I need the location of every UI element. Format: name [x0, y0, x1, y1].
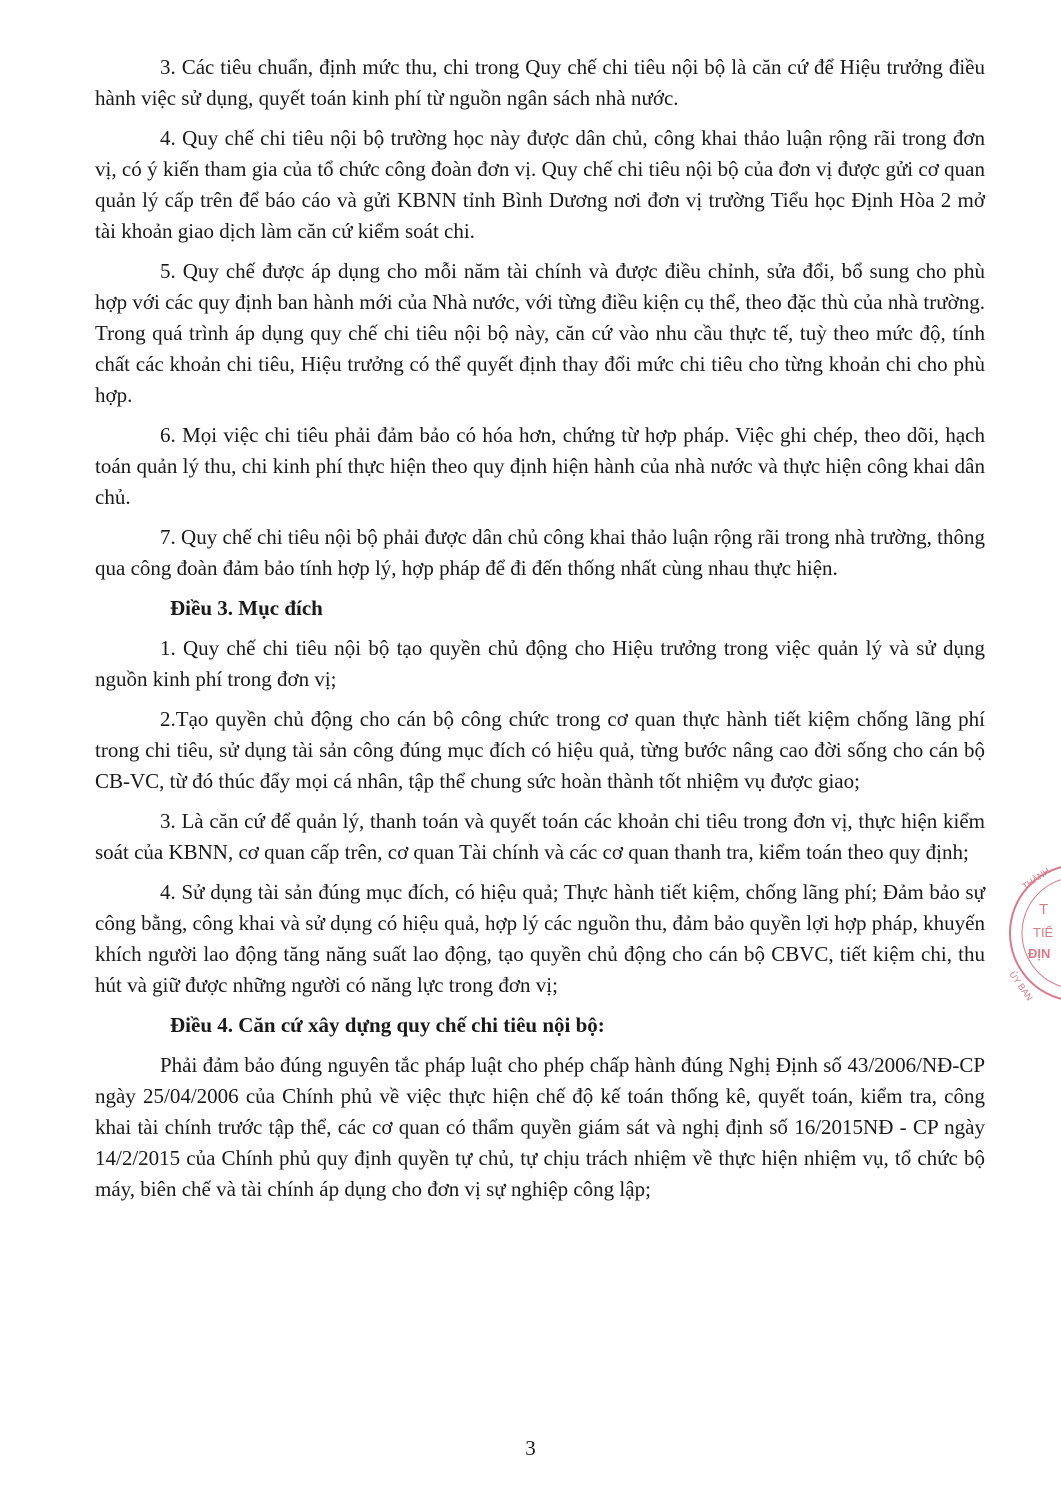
seal-fragment: THÀNH [1020, 865, 1052, 892]
clause-3-2: 2.Tạo quyền chủ động cho cán bộ công chức trong cơ quan thực hành tiết kiệm chống lãng phí trong chi tiêu, sử dụng tài sản công đúng mục đích có hiệu quả, từng bước nâng cao đời sống cho cán bộ CB-VC, từ đó thúc đẩy mọi cá nhân, tập thể chung sức hoàn thành tốt nhiệm vụ được giao; [95, 707, 985, 793]
clause-2-4: 4. Quy chế chi tiêu nội bộ trường học này được dân chủ, công khai thảo luận rộng rãi trong đơn vị, có ý kiến tham gia của tổ chức công đoàn đơn vị. Quy chế chi tiêu nội bộ của đơn vị được gửi cơ quan quản lý cấp trên để báo cáo và gửi KBNN tỉnh Bình Dương nơi đơn vị trường Tiểu học Định Hòa 2 mở tài khoản giao dịch làm căn cứ kiểm soát chi. [95, 126, 985, 243]
red-seal-stamp-icon [1003, 858, 1061, 1008]
seal-fragment: T [1039, 901, 1049, 918]
clause-3-3: 3. Là căn cứ để quản lý, thanh toán và quyết toán các khoản chi tiêu trong đơn vị, thực hiện kiểm soát của KBNN, cơ quan cấp trên, cơ quan Tài chính và các cơ quan thanh tra, kiểm toán theo quy định; [95, 809, 985, 864]
seal-fragment: ỦY BAN [1007, 969, 1035, 1003]
document-body [95, 52, 985, 1214]
seal-fragment: TIỂ [1033, 925, 1054, 940]
clause-2-3: 3. Các tiêu chuẩn, định mức thu, chi trong Quy chế chi tiêu nội bộ là căn cứ để Hiệu trưởng điều hành việc sử dụng, quyết toán kinh phí từ nguồn ngân sách nhà nước. [95, 55, 985, 110]
clause-3-4: 4. Sử dụng tài sản đúng mục đích, có hiệu quả; Thực hành tiết kiệm, chống lãng phí; Đảm bảo sự công bằng, công khai và sử dụng có hiệu quả, hợp lý các nguồn thu, đảm bảo quyền lợi hợp pháp, khuyến khích người lao động tăng năng suất lao động, tạo quyền chủ động cho cán bộ CBVC, tiết kiệm chi, thu hút và giữ được những người có năng lực trong đơn vị; [95, 880, 985, 997]
article-4-heading: Điều 4. Căn cứ xây dựng quy chế chi tiêu nội bộ: [170, 1013, 605, 1037]
seal-fragment: ĐỊN [1028, 946, 1051, 961]
clause-2-5: 5. Quy chế được áp dụng cho mỗi năm tài chính và được điều chỉnh, sửa đổi, bổ sung cho phù hợp với các quy định ban hành mới của Nhà nước, với từng điều kiện cụ thể, theo đặc thù của nhà trường. Trong quá trình áp dụng quy chế chi tiêu nội bộ này, căn cứ vào nhu cầu thực tế, tuỳ theo mức độ, tính chất các khoản chi tiêu, Hiệu trưởng có thể quyết định thay đổi mức chi tiêu cho từng khoản chi cho phù hợp. [95, 259, 985, 407]
article-3-heading: Điều 3. Mục đích [170, 596, 323, 620]
clause-2-6: 6. Mọi việc chi tiêu phải đảm bảo có hóa hơn, chứng từ hợp pháp. Việc ghi chép, theo dõi, hạch toán quản lý thu, chi kinh phí thực hiện theo quy định hiện hành của nhà nước và thực hiện công khai dân chủ. [95, 423, 985, 509]
clause-2-7: 7. Quy chế chi tiêu nội bộ phải được dân chủ công khai thảo luận rộng rãi trong nhà trường, thông qua công đoàn đảm bảo tính hợp lý, hợp pháp để đi đến thống nhất cùng nhau thực hiện. [95, 525, 985, 580]
article-4-text: Phải đảm bảo đúng nguyên tắc pháp luật cho phép chấp hành đúng Nghị Định số 43/2006/NĐ-CP ngày 25/04/2006 của Chính phủ về việc thực hiện chế độ kế toán thống kê, quyết toán, kiểm tra, công khai tài chính trước tập thể, các cơ quan có thẩm quyền giám sát và nghị định số 16/2015NĐ - CP ngày 14/2/2015 của Chính phủ quy định quyền tự chủ, tự chịu trách nhiệm về thực hiện nhiệm vụ, tổ chức bộ máy, biên chế và tài chính áp dụng cho đơn vị sự nghiệp công lập; [95, 1053, 985, 1201]
clause-3-1: 1. Quy chế chi tiêu nội bộ tạo quyền chủ động cho Hiệu trưởng trong việc quản lý và sử dụng nguồn kinh phí trong đơn vị; [95, 636, 985, 691]
page-number: 3 [525, 1436, 536, 1460]
